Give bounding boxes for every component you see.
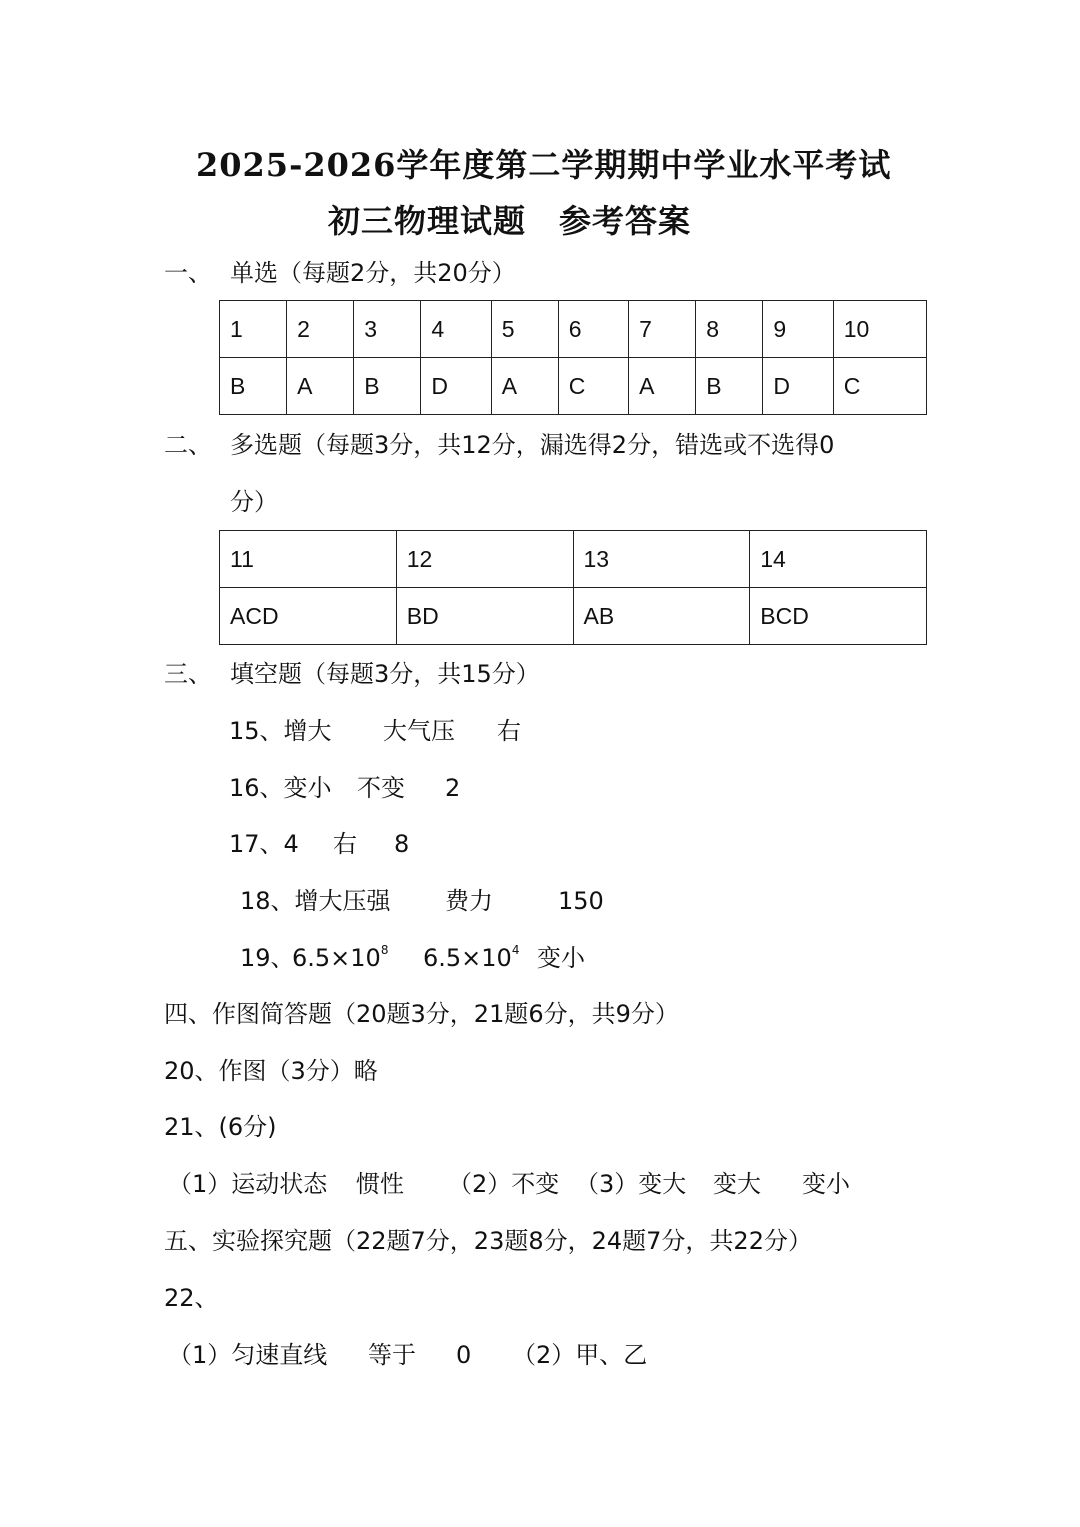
section-5-label: 五、实验探究题（22题7分，23题8分，24题7分，共22分） [164, 1227, 812, 1255]
table-cell: A [491, 358, 558, 415]
q21-part-1: （1）运动状态 [168, 1170, 328, 1198]
q19-answer-2 [423, 943, 519, 973]
q22-heading: 22、 [164, 1284, 219, 1312]
table-cell: 9 [763, 301, 833, 358]
q15-answer-2: 大气压 [383, 717, 455, 745]
section-1-number: 一、 [164, 259, 212, 287]
table-cell: 7 [629, 301, 696, 358]
q20-line: 20、作图（3分）略 [164, 1057, 378, 1085]
q21-part-3: （3）变大 [575, 1170, 687, 1198]
table-cell: 8 [696, 301, 763, 358]
section-2-number: 二、 [164, 431, 212, 459]
q19-answer-2-exponent: 4 [511, 943, 520, 957]
section-2-label-line-1: 多选题（每题3分，共12分，漏选得2分，错选或不选得0 [230, 431, 835, 459]
table-cell: 4 [421, 301, 491, 358]
q18-number-answer-1: 18、增大压强 [240, 887, 391, 915]
table-cell: 5 [491, 301, 558, 358]
table-cell: B [354, 358, 421, 415]
section-2-label-line-2: 分） [230, 488, 278, 516]
table-cell: A [629, 358, 696, 415]
table-cell: AB [573, 588, 750, 645]
q19-answer-2-base: 6.5×10 [423, 944, 512, 972]
section-3-label: 填空题（每题3分，共15分） [230, 660, 540, 688]
q16-number-answer-1: 16、变小 [229, 774, 332, 802]
table-cell: 2 [287, 301, 354, 358]
multi-choice-answer-table [219, 530, 927, 645]
table-cell: BD [396, 588, 573, 645]
table-row-answers [220, 358, 927, 415]
q18-answer-2: 费力 [445, 887, 493, 915]
table-cell: 10 [833, 301, 926, 358]
q19-answer-1-base: 6.5×10 [292, 944, 381, 972]
q21-heading: 21、(6分) [164, 1113, 277, 1141]
q17-number-answer-1: 17、4 [229, 830, 299, 858]
table-cell: BCD [750, 588, 927, 645]
table-cell: 1 [220, 301, 287, 358]
table-cell: D [421, 358, 491, 415]
table-cell: 6 [558, 301, 628, 358]
table-row-numbers [220, 531, 927, 588]
q21-part-3-b: 变大 [713, 1170, 761, 1198]
q19-answer-1-exponent: 8 [380, 943, 389, 957]
table-cell: A [287, 358, 354, 415]
table-cell: 11 [220, 531, 397, 588]
table-cell: 12 [396, 531, 573, 588]
table-cell: B [220, 358, 287, 415]
q16-answer-2: 不变 [357, 774, 405, 802]
q19-answer-3: 变小 [537, 944, 585, 972]
q21-part-3-c: 变小 [802, 1170, 850, 1198]
q22-part-2: （2）甲、乙 [512, 1341, 648, 1369]
q15-number-answer-1: 15、增大 [229, 717, 332, 745]
q17-answer-2: 右 [333, 830, 357, 858]
table-cell: 14 [750, 531, 927, 588]
table-row-answers [220, 588, 927, 645]
single-choice-answer-table [219, 300, 927, 415]
q18-answer-3: 150 [558, 887, 604, 915]
q15-answer-3: 右 [497, 717, 521, 745]
title-line-1: 2025-2026学年度第二学期期中学业水平考试 [196, 146, 892, 184]
q21-part-2: （2）不变 [448, 1170, 560, 1198]
q22-part-1-c: 0 [456, 1341, 472, 1369]
table-cell: 13 [573, 531, 750, 588]
table-row-numbers [220, 301, 927, 358]
q19-number: 19、 [240, 944, 295, 972]
section-3-number: 三、 [164, 660, 212, 688]
table-cell: ACD [220, 588, 397, 645]
q22-part-1: （1）匀速直线 [168, 1341, 328, 1369]
q21-part-1-b: 惯性 [356, 1170, 404, 1198]
q16-answer-3: 2 [445, 774, 461, 802]
table-cell: C [833, 358, 926, 415]
section-4-label: 四、作图简答题（20题3分，21题6分，共9分） [164, 1000, 679, 1028]
q22-part-1-b: 等于 [368, 1341, 416, 1369]
table-cell: C [558, 358, 628, 415]
q17-answer-3: 8 [394, 830, 410, 858]
table-cell: B [696, 358, 763, 415]
table-cell: D [763, 358, 833, 415]
title-line-2: 初三物理试题 参考答案 [328, 202, 692, 240]
section-1-label: 单选（每题2分，共20分） [230, 259, 516, 287]
table-cell: 3 [354, 301, 421, 358]
q19-answer-1 [292, 943, 388, 973]
